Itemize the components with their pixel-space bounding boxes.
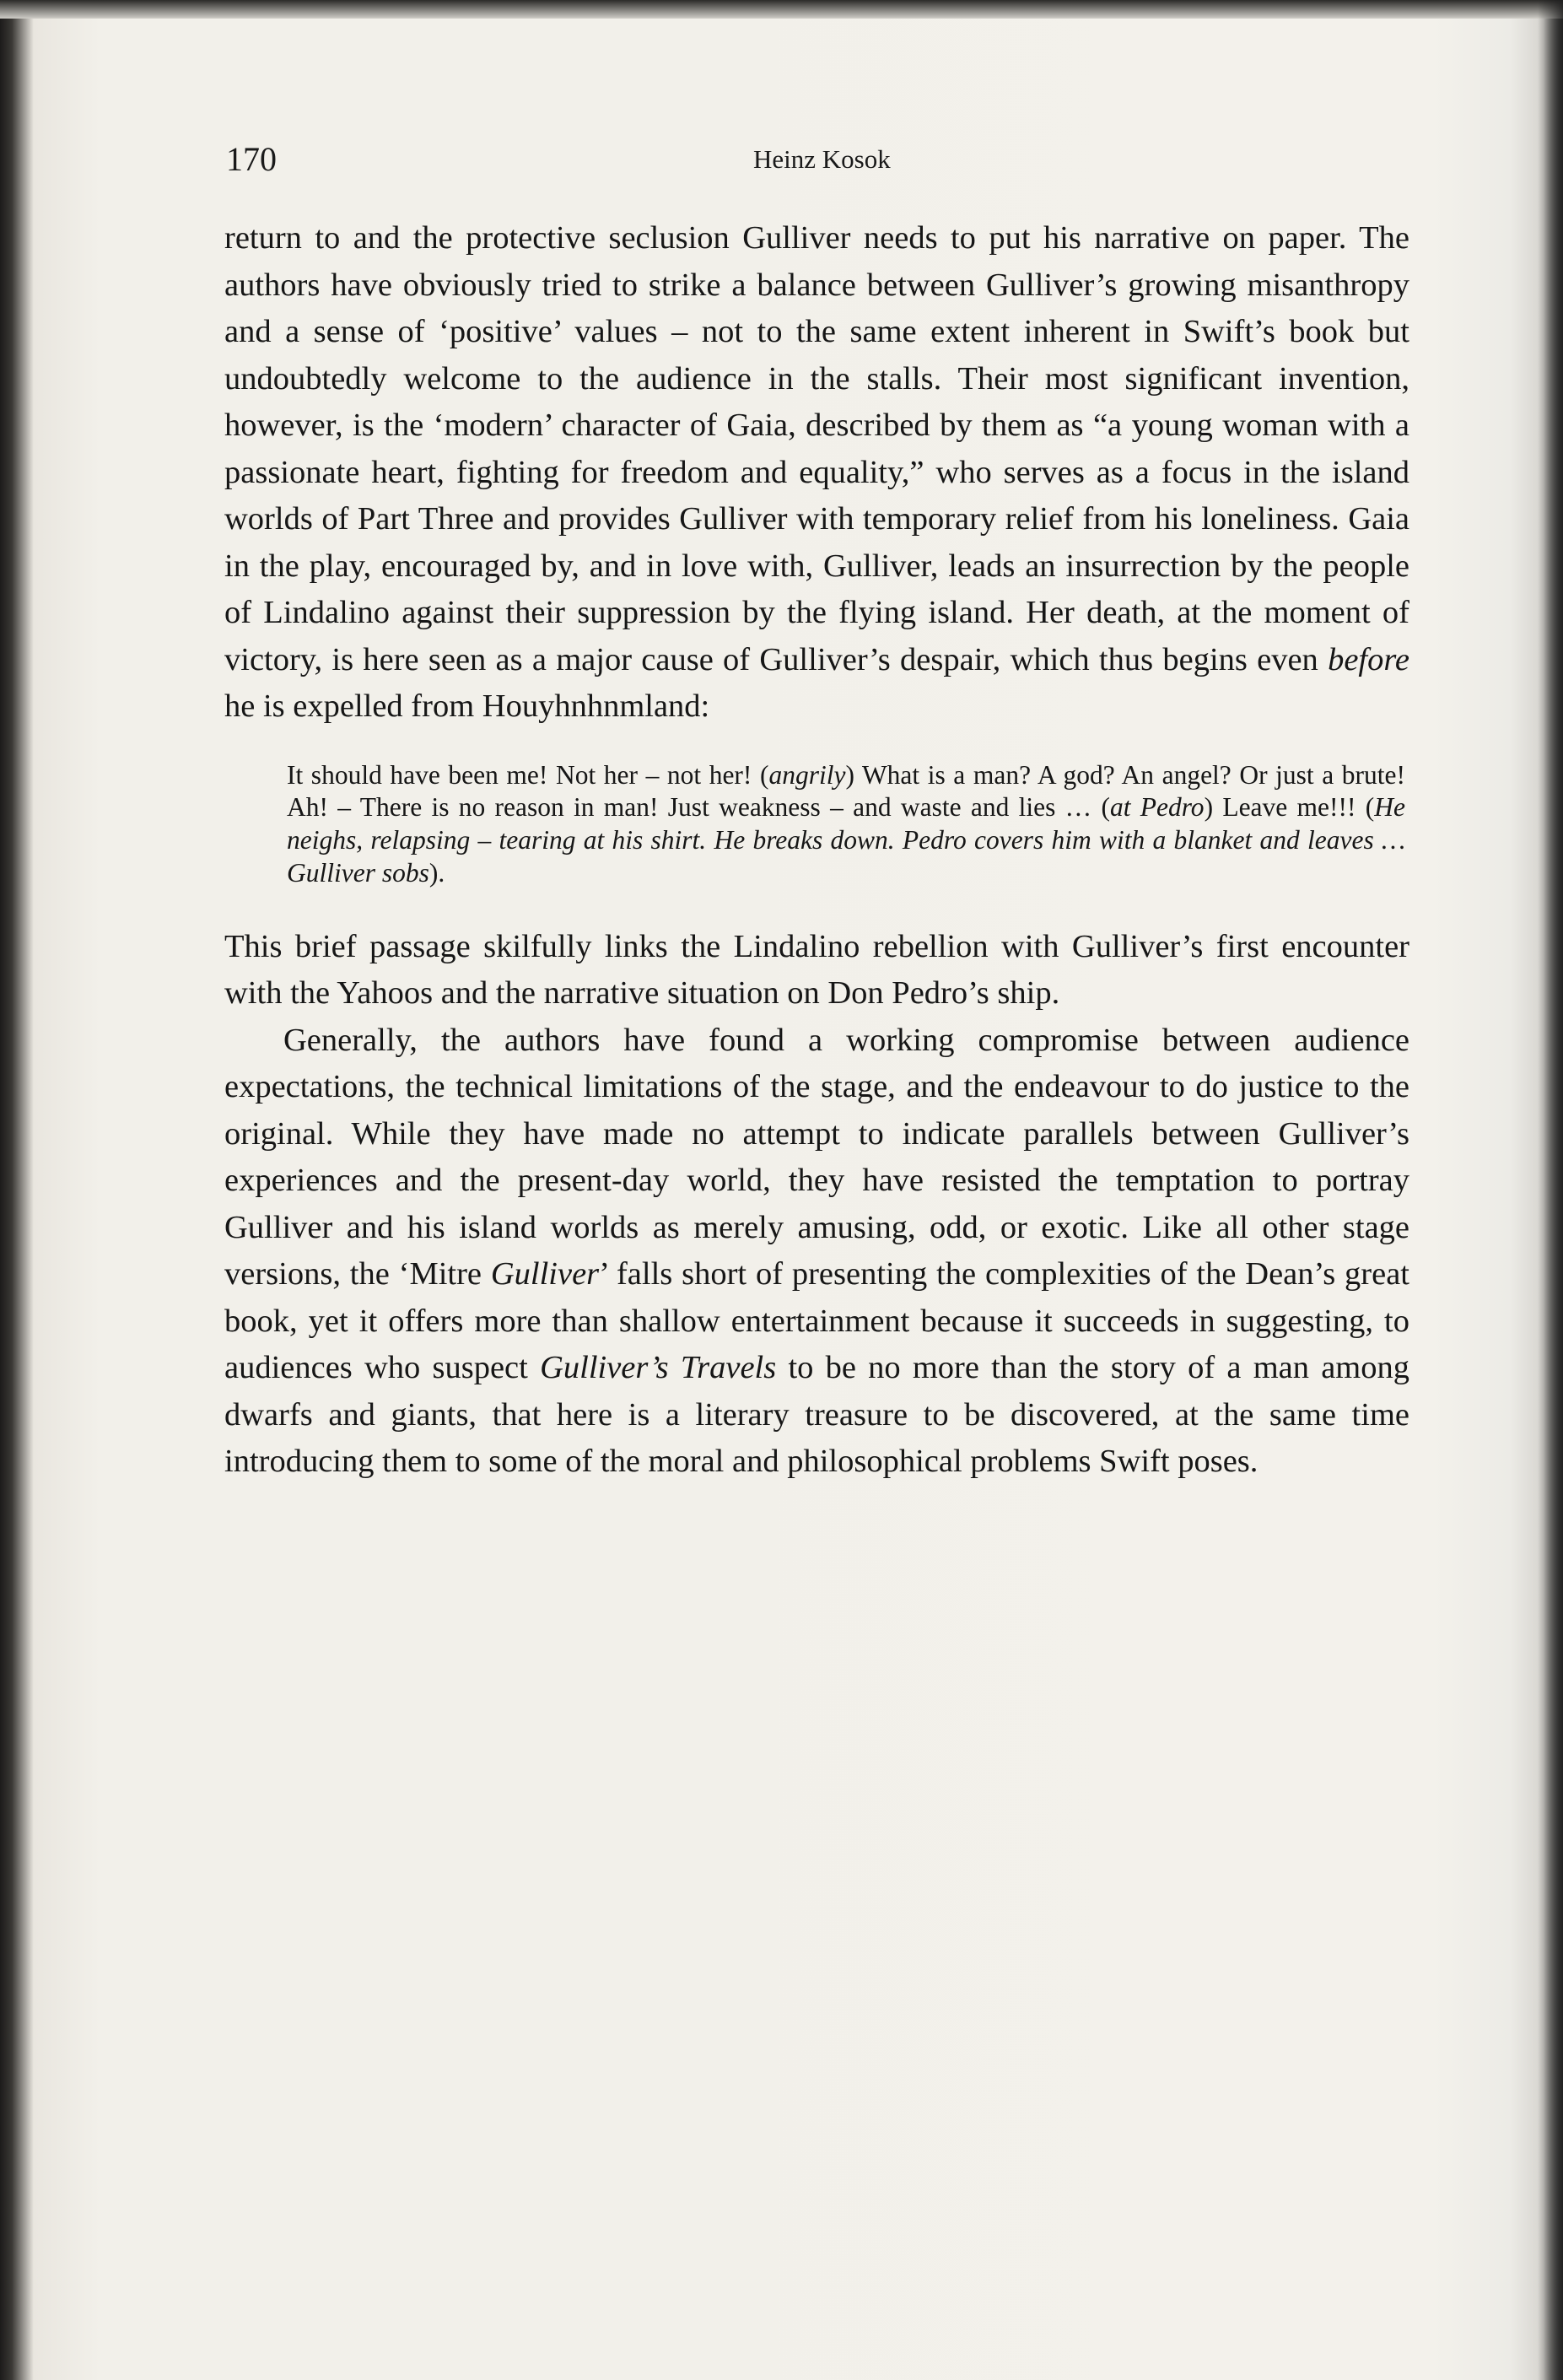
page-header [226, 139, 1407, 190]
stage-direction: at Pedro [1109, 792, 1205, 823]
main-text [224, 215, 1409, 1486]
paragraph-text: Generally, the authors have found a working compromise between audience expectations, the technical limitations of the stage, and the endeavour to do justice to the original. While they have made no attempt to indicate parallels between Gulliver’s experiences and the present-day world, they have resisted the temptation to portray Gulliver and his island worlds as merely amusing, odd, or exotic. Like all other stage versions, the ‘Mitre [224, 1022, 1409, 1293]
paragraph [224, 1017, 1409, 1486]
running-head: Heinz Kosok [753, 144, 891, 174]
paragraph-text: ’ falls short of presenting the complexities of the Dean’s great book, yet it offers more than shallow entertainment because it succeeds in suggesting, to audiences who suspect [224, 1256, 1409, 1386]
page-number: 170 [226, 140, 277, 178]
paragraph-text: to be no more than the story of a man among dwarfs and giants, that here is a literary treasure to be discovered, at the same time introducing them to some of the moral and philosophical problems Swift poses. [224, 1350, 1409, 1480]
block-quote [287, 759, 1405, 890]
quote-text: ) What is a man? A god? An angel? Or just a brute! Ah! – There is no reason in man! Just weakness – and waste and lies … ( [287, 759, 1405, 823]
stage-direction: He neighs, relapsing – tearing at his shirt. He breaks down. Pedro covers him with a blanket and leaves … Gulliver sobs [287, 792, 1406, 888]
paragraph [224, 215, 1409, 731]
paragraph: This brief passage skilfully links the Lindalino rebellion with Gulliver’s first encounter with the Yahoos and the narrative situation on Don Pedro’s ship. [224, 928, 1409, 1012]
emphasis: before [1328, 641, 1409, 677]
stage-direction: angrily [768, 759, 846, 790]
paragraph-text: return to and the protective seclusion Gulliver needs to put his narrative on paper. The authors have obviously tried to strike a balance between Gulliver’s growing misanthropy and a sense of ‘positive’ values – not to the same extent inherent in Swift’s book but undoubtedly welcome to the audience in the stalls. Their most significant invention, however, is the ‘modern’ character of Gaia, described by them as “a young woman with a passionate heart, fighting for freedom and equality,” who serves as a focus in the island worlds of Part Three and provides Gulliver with temporary relief from his loneliness. Gaia in the play, encouraged by, and in love with, Gulliver, leads an insurrection by the people of Lindalino against their suppression by the flying island. Her death, at the moment of victory, is here seen as a major cause of Gulliver’s despair, which thus begins even [224, 220, 1409, 677]
quote-text: ) Leave me!!! ( [1204, 792, 1375, 823]
emphasis: Gulliver’s Travels [540, 1350, 777, 1386]
quote-text: ). [428, 857, 445, 888]
quote-text: It should have been me! Not her – not her! ( [287, 759, 769, 790]
emphasis: Gulliver [490, 1256, 600, 1293]
paragraph-text: he is expelled from Houyhnhnmland: [224, 688, 710, 724]
